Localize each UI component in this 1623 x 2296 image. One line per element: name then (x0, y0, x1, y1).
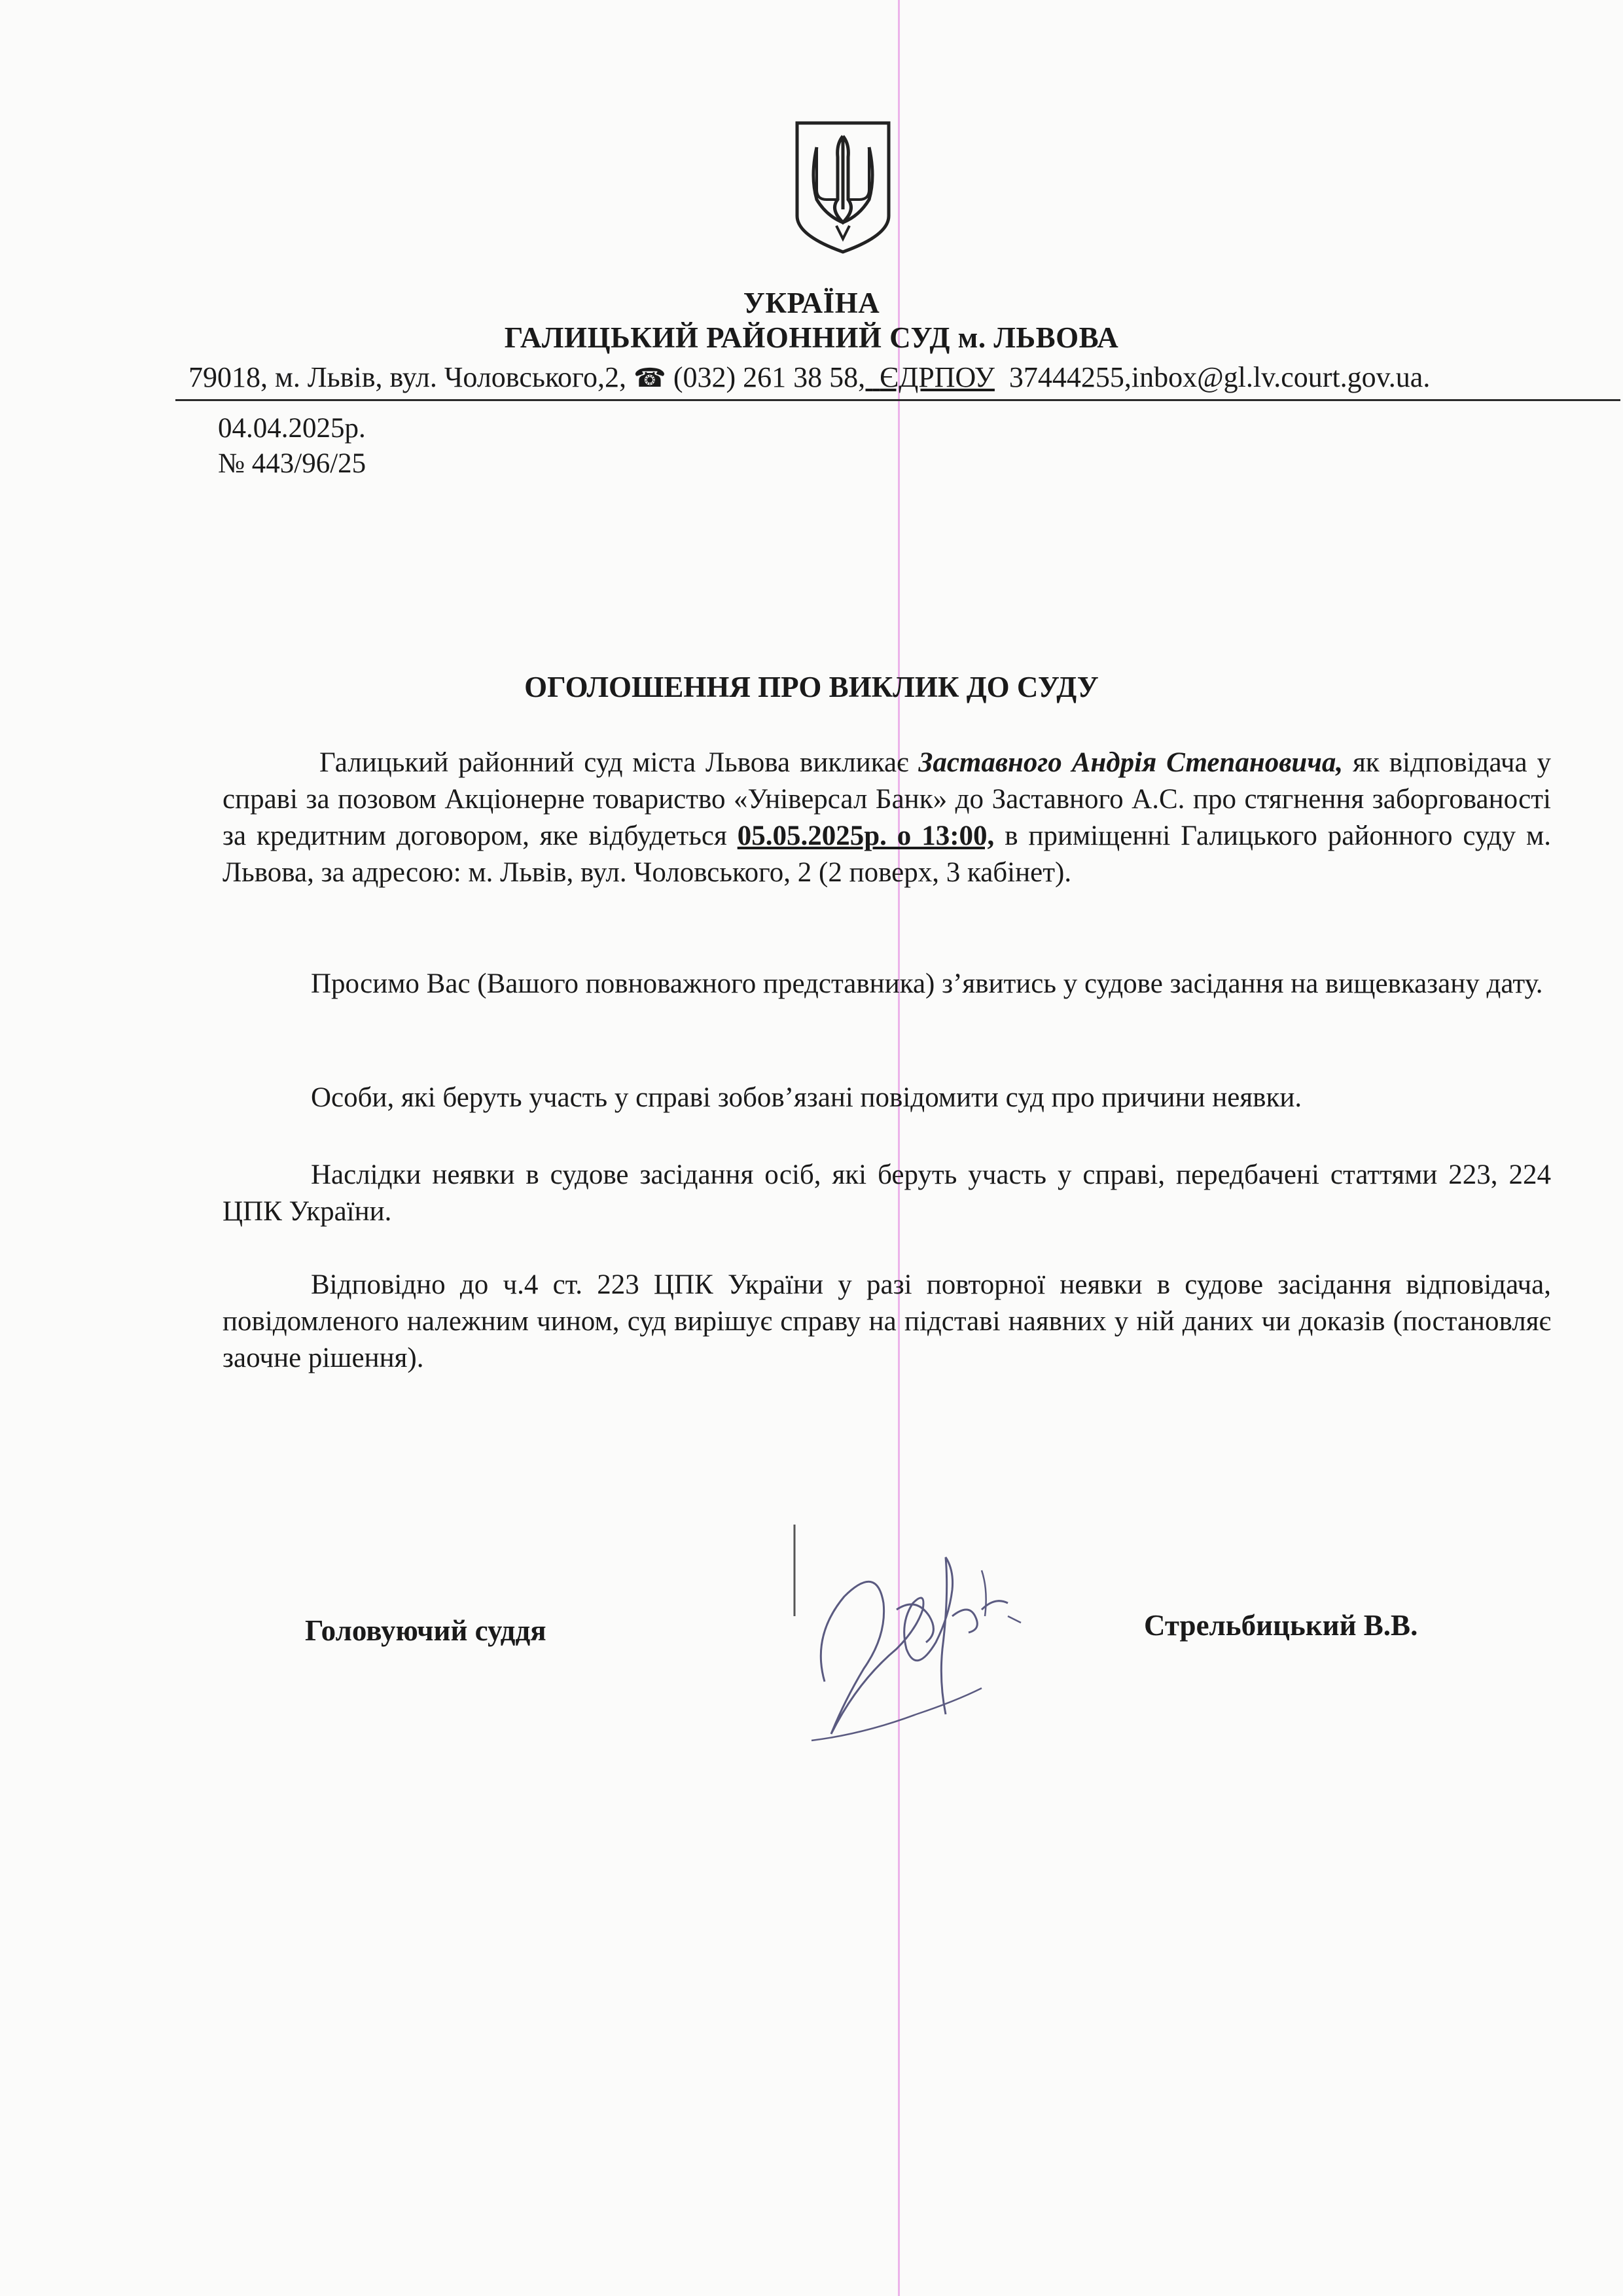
document-date: 04.04.2025р. (218, 413, 366, 444)
paragraph-notify: Особи, які беруть участь у справі зобов’язані повідомити суд про причини неявки. (311, 1082, 1302, 1113)
telephone-icon: ☎ (633, 363, 666, 393)
paragraph-absentia: Відповідно до ч.4 ст. 223 ЦПК України у разі повторної неявки в судове засідання відповідача, повідомленого належним чином, суд вирішує справу на підставі наявних у ній даних чи доказів (постановляє заочне рішення). (223, 1269, 1551, 1373)
country-name: УКРАЇНА (743, 287, 880, 319)
paragraph-summons: Галицький районний суд міста Львова викликає Заставного Андрія Степановича, як відповідача у справі за позовом Акціонерне товариство «Універсал Банк» до Заставного А.С. про стягнення заборгованості за кредитним договором, яке відбудеться 05.05.2025р. о 13:00, в приміщенні Галицького районного суду м. Львова, за адресою: м. Львів, вул. Чоловського, 2 (2 поверх, 3 кабінет). (223, 747, 1551, 888)
hearing-datetime: 05.05.2025р. о 13:00, (737, 821, 995, 851)
edrpou-and-email: 37444255,inbox@gl.lv.court.gov.ua. (1001, 361, 1431, 393)
court-name: ГАЛИЦЬКИЙ РАЙОННИЙ СУД м. ЛЬВОВА (504, 321, 1119, 354)
document-title: ОГОЛОШЕННЯ ПРО ВИКЛИК ДО СУДУ (524, 671, 1099, 703)
court-address: 79018, м. Львів, вул. Чоловського,2, (188, 361, 627, 393)
court-phone: (032) 261 38 58 (673, 361, 859, 393)
header-divider (175, 399, 1620, 401)
paragraph-request: Просимо Вас (Вашого повноважного представника) з’явитись у судове засідання на вищевказану дату. (311, 968, 1543, 999)
signatory-name: Стрельбицький В.В. (1144, 1609, 1418, 1642)
court-contacts: 79018, м. Львів, вул. Чоловського,2, ☎ (032) 261 38 58, ЄДРПОУ 37444255,inbox@gl.lv.court.gov.ua. (188, 361, 1431, 393)
handwritten-signature (785, 1518, 1047, 1760)
ukraine-trident-icon (791, 118, 895, 255)
document-number: № 443/96/25 (218, 448, 366, 479)
paragraph-consequences: Наслідки неявки в судове засідання осіб, які беруть участь у справі, передбачені статтями 223, 224 ЦПК України. (223, 1159, 1551, 1227)
edrpou-label: ЄДРПОУ (880, 361, 995, 393)
signatory-role: Головуючий суддя (305, 1614, 546, 1647)
defendant-name: Заставного Андрія Степановича, (918, 747, 1344, 778)
